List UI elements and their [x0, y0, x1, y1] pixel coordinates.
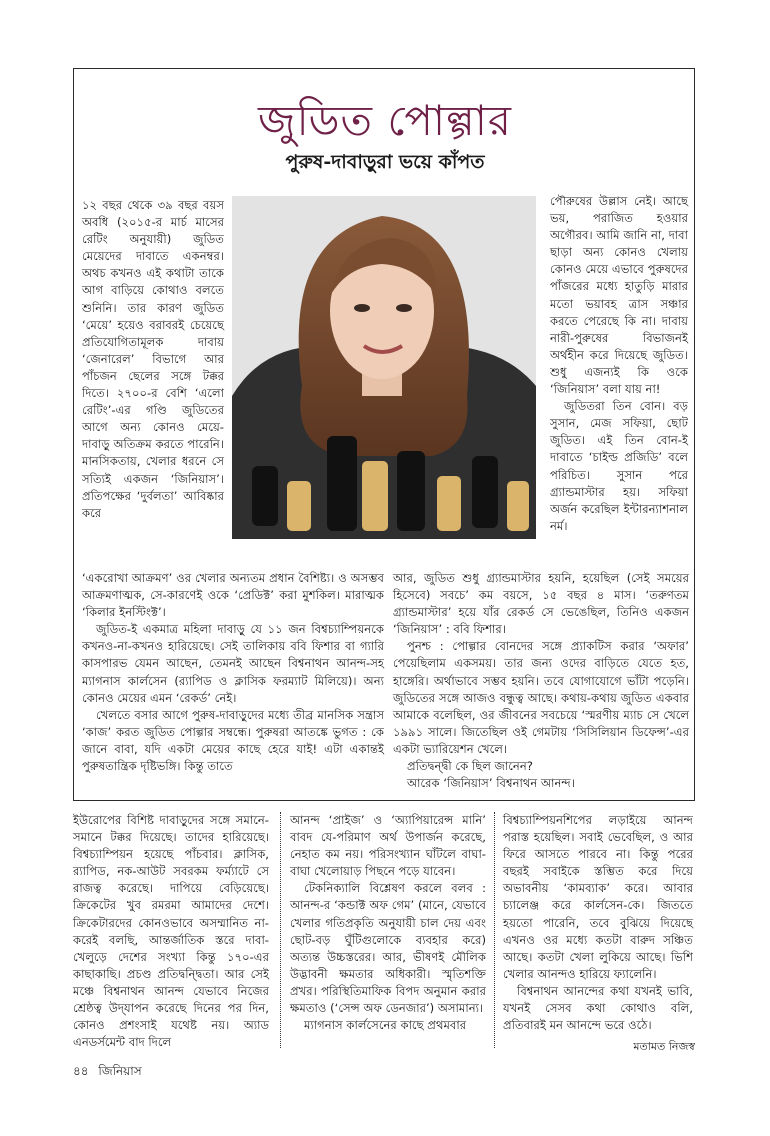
paragraph: ম্যাগনাস কার্লসেনের কাছে প্রথমবার	[304, 1018, 467, 1033]
text-column-mid-left	[82, 570, 384, 775]
article-title: জুডিত পোল্গার	[258, 96, 512, 145]
paragraph: পৌরুষের উল্লাস নেই। আছে ভয়, পরাজিত হওয়ার অগৌরব। আমি জানি না, দাবা ছাড়া অন্য কোনও খেলায় কোনও মেয়ে এভাবে পুরুষদের পাঁজরের মধ্যে হাতুড়ি মারার মতো ভয়াবহ ত্রাস সঞ্চার করতে পেরেছে কি না। দাবায় নারী-পুরুষের বিভাজনই অর্থহীন করে দিয়েছে জুডিত। শুধু এজন্যই কি ওকে ‘জিনিয়াস’ বলা যায় না!	[550, 194, 688, 397]
paragraph: প্রতিদ্বন্দ্বী কে ছিল জানেন?	[407, 759, 533, 774]
text-column-left	[82, 197, 224, 522]
paragraph: জুডিতরা তিন বোন। বড় সুসান, মেজ সফিয়া, ছোট জুডিত। এই তিন বোন-ই দাবাতে ‘চাইল্ড প্রজিডি’ বলে পরিচিত। সুসান পরে গ্র্যান্ডমাস্টার হয়। সফিয়া অর্জন করেছিল ইন্টারন্যাশনাল নর্ম।	[550, 399, 688, 533]
text-column-bottom-2	[290, 812, 486, 1034]
column-divider	[494, 812, 495, 1048]
paragraph: আনন্দ ‘প্রাইজ’ ও ‘অ্যাপিয়ারেন্স মানি’ বাবদ যে-পরিমাণ অর্থ উপার্জন করেছে, নেহাত কম নয়। পরিসংখ্যান ঘাঁটলে বাঘা-বাঘা খেলোয়াড় পিছনে পড়ে যাবেন।	[290, 813, 486, 879]
paragraph: আরেক ‘জিনিয়াস’ বিশ্বনাথন আনন্দ।	[407, 776, 575, 791]
paragraph: টেকনিক্যালি বিশ্লেষণ করলে বলব : আনন্দ-র ‘কন্ডাক্ট অফ গেম’ (মানে, যেভাবে খেলার গতিপ্রকৃতি অনুযায়ী চাল দেয় এবং ছোট-বড় ঘুঁটিগুলোকে ব্যবহার করে) অত্যন্ত উচ্চস্তরের। আর, ভীষণই মৌলিক উদ্ভাবনী ক্ষমতার অধিকারী। স্মৃতিশক্তি প্রখর। পরিস্থিতিমাফিক বিপদ অনুমান করার ক্ষমতাও (‘সেন্স অফ ডেনজার’) অসামান্য।	[290, 881, 486, 1016]
disclaimer: মতামত নিজস্ব	[633, 1040, 695, 1053]
text-column-mid-right	[393, 570, 689, 792]
text-column-bottom-1	[73, 812, 269, 1051]
portrait-photo	[232, 196, 536, 539]
portrait-illustration	[232, 196, 536, 539]
paragraph: ‘একরোখা আক্রমণ’ ওর খেলার অন্যতম প্রধান বৈশিষ্ট্য। ও অসম্ভব আক্রমণাত্মক, সে-কারণেই ওকে ‘প্রেডিক্ট’ করা মুশকিল। মারাত্মক ‘কিলার ইনস্টিংক্ট’।	[82, 571, 384, 620]
paragraph: বিশ্বচ্যাম্পিয়নশিপের লড়াইয়ে আনন্দ পরাস্ত হয়েছিল। সবাই ভেবেছিল, ও আর ফিরে আসতে পারবে না। কিন্তু পরের বছরই সবাইকে স্তম্ভিত করে দিয়ে অভাবনীয় ‘কামব্যাক’ করে। আবার চ্যালেঞ্জ করে কার্লসেন-কে। জিততে হয়তো পারেনি, তবে বুঝিয়ে দিয়েছে এখনও ওর মধ্যে কতটা বারুদ সঞ্চিত আছে। কতটা খেলা লুকিয়ে আছে। ভিশি খেলার আনন্দও হারিয়ে ফ্যালেনি।	[503, 813, 693, 981]
magazine-name: জিনিয়াস	[98, 1064, 142, 1078]
paragraph: আর, জুডিত শুধু গ্র্যান্ডমাস্টার হয়নি, হয়েছিল (সেই সময়ের হিসেবে) সবচে’ কম বয়সে, ১৫ বছর ৪ মাস। ‘তরুণতম গ্র্যান্ডমাস্টার’ হয়ে যাঁর রেকর্ড সে ভেঙেছিল, তিনিও একজন ‘জিনিয়াস’ : ববি ফিশার।	[393, 571, 689, 637]
paragraph: পুনশ্চ : পোল্গার বোনদের সঙ্গে প্র্যাকটিস করার ‘অফার’ পেয়েছিলাম একসময়। তার জন্য ওদের বাড়িতে যেতে হত, হাঙ্গেরি। অর্থাভাবে সম্ভব হয়নি। তবে যোগাযোগে ভাঁটা পড়েনি। জুডিতের সঙ্গে আজও বন্ধুত্ব আছে। কথায়-কথায় জুডিত একবার আমাকে বলেছিল, ওর জীবনের সবচেয়ে ‘স্মরণীয় ম্যাচ সে খেলে ১৯৯১ সালে। জিতেছিল ওই গেমটায় ‘সিসিলিয়ান ডিফেন্স’-এর একটা ভ্যারিয়েশন খেলে।	[393, 639, 689, 756]
page-footer	[73, 1063, 142, 1083]
paragraph: ১২ বছর থেকে ৩৯ বছর বয়স অবধি (২০১৫-র মার্চ মাসের রেটিং অনুযায়ী) জুডিত মেয়েদের দাবাতে একনম্বর। অথচ কখনও এই কথাটা তাকে আগ বাড়িয়ে কোথাও বলতে শুনিনি। তার কারণ জুডিত ‘মেয়ে’ হয়েও বরাবরই চেয়েছে প্রতিযোগিতামূলক দাবায় ‘জেনারেল’ বিভাগে আর পাঁচজন ছেলের সঙ্গে টক্কর দিতে। ২৭০০-র বেশি ‘এলো রেটিং’-এর গণ্ডি জুডিতের আগে অন্য কোনও মেয়ে-দাবাড়ু অতিক্রম করতে পারেনি। মানসিকতায়, খেলার ধরনে সে সত্যিই একজন ‘জিনিয়াস’। প্রতিপক্ষের ‘দুর্বলতা’ আবিষ্কার করে	[82, 198, 224, 520]
paragraph: বিশ্বনাথন আনন্দের কথা যখনই ভাবি, যখনই সেসব কথা কোথাও বলি, প্রতিবারই মন আনন্দে ভরে ওঠে।	[503, 983, 693, 1033]
paragraph: ইউরোপের বিশিষ্ট দাবাড়ুদের সঙ্গে সমানে-সমানে টক্কর দিয়েছে। তাদের হারিয়েছে। বিশ্বচ্যাম্পিয়ন হয়েছে পাঁচবার। ক্লাসিক, র‍্যাপিড, নক-আউট সবরকম ফর্ম্যাটে সে রাজত্ব করেছে। দাপিয়ে বেড়িয়েছে। ক্রিকেটের খুব রমরমা আমাদের দেশে। ক্রিকেটারদের কোনওভাবে অসম্মানিত না-করেই বলছি, আন্তর্জাতিক স্তরে দাবা-খেলুড়ে দেশের সংখ্যা কিন্তু ১৭০-এর কাছাকাছি। প্রচণ্ড প্রতিদ্বন্দ্বিতা। আর সেই মঞ্চে বিশ্বনাথন আনন্দ যেভাবে নিজের শ্রেষ্ঠত্ব উদ্‌যাপন করেছে দিনের পর দিন, কোনও প্রশংসাই যথেষ্ট নয়। অ্যাড এনডর্সমেন্ট বাদ দিলে	[73, 813, 269, 1050]
article-subtitle: পুরুষ-দাবাড়ুরা ভয়ে কাঁপত	[285, 151, 485, 173]
text-column-bottom-3	[503, 812, 693, 1034]
column-divider	[280, 812, 281, 1048]
paragraph: খেলতে বসার আগে পুরুষ-দাবাড়ুদের মধ্যে তীব্র মানসিক সন্ত্রাস ‘কাজ’ করত জুডিত পোল্গার সম্বন্ধে। পুরুষরা আতঙ্কে ভুগত : কে জানে বাবা, যদি একটা মেয়ের কাছে হেরে যাই! এটা একান্তই পুরুষতান্ত্রিক দৃষ্টিভঙ্গি। কিন্তু তাতে	[82, 707, 384, 774]
page-number: ৪৪	[73, 1064, 89, 1078]
paragraph: জুডিত-ই একমাত্র মহিলা দাবাড়ু যে ১১ জন বিশ্বচ্যাম্পিয়নকে কখনও-না-কখনও হারিয়েছে। সেই তালিকায় ববি ফিশার বা গ্যারি কাসপারভ যেমন আছেন, তেমনই আছেন বিশ্বনাথন আনন্দ-সহ ম্যাগনাস কার্লসেন (র‍্যাপিড ও ক্লাসিক ফরম্যাট মিলিয়ে)। অন্য কোনও মেয়ের এমন ‘রেকর্ড’ নেই।	[82, 622, 384, 705]
text-column-right	[550, 193, 688, 535]
